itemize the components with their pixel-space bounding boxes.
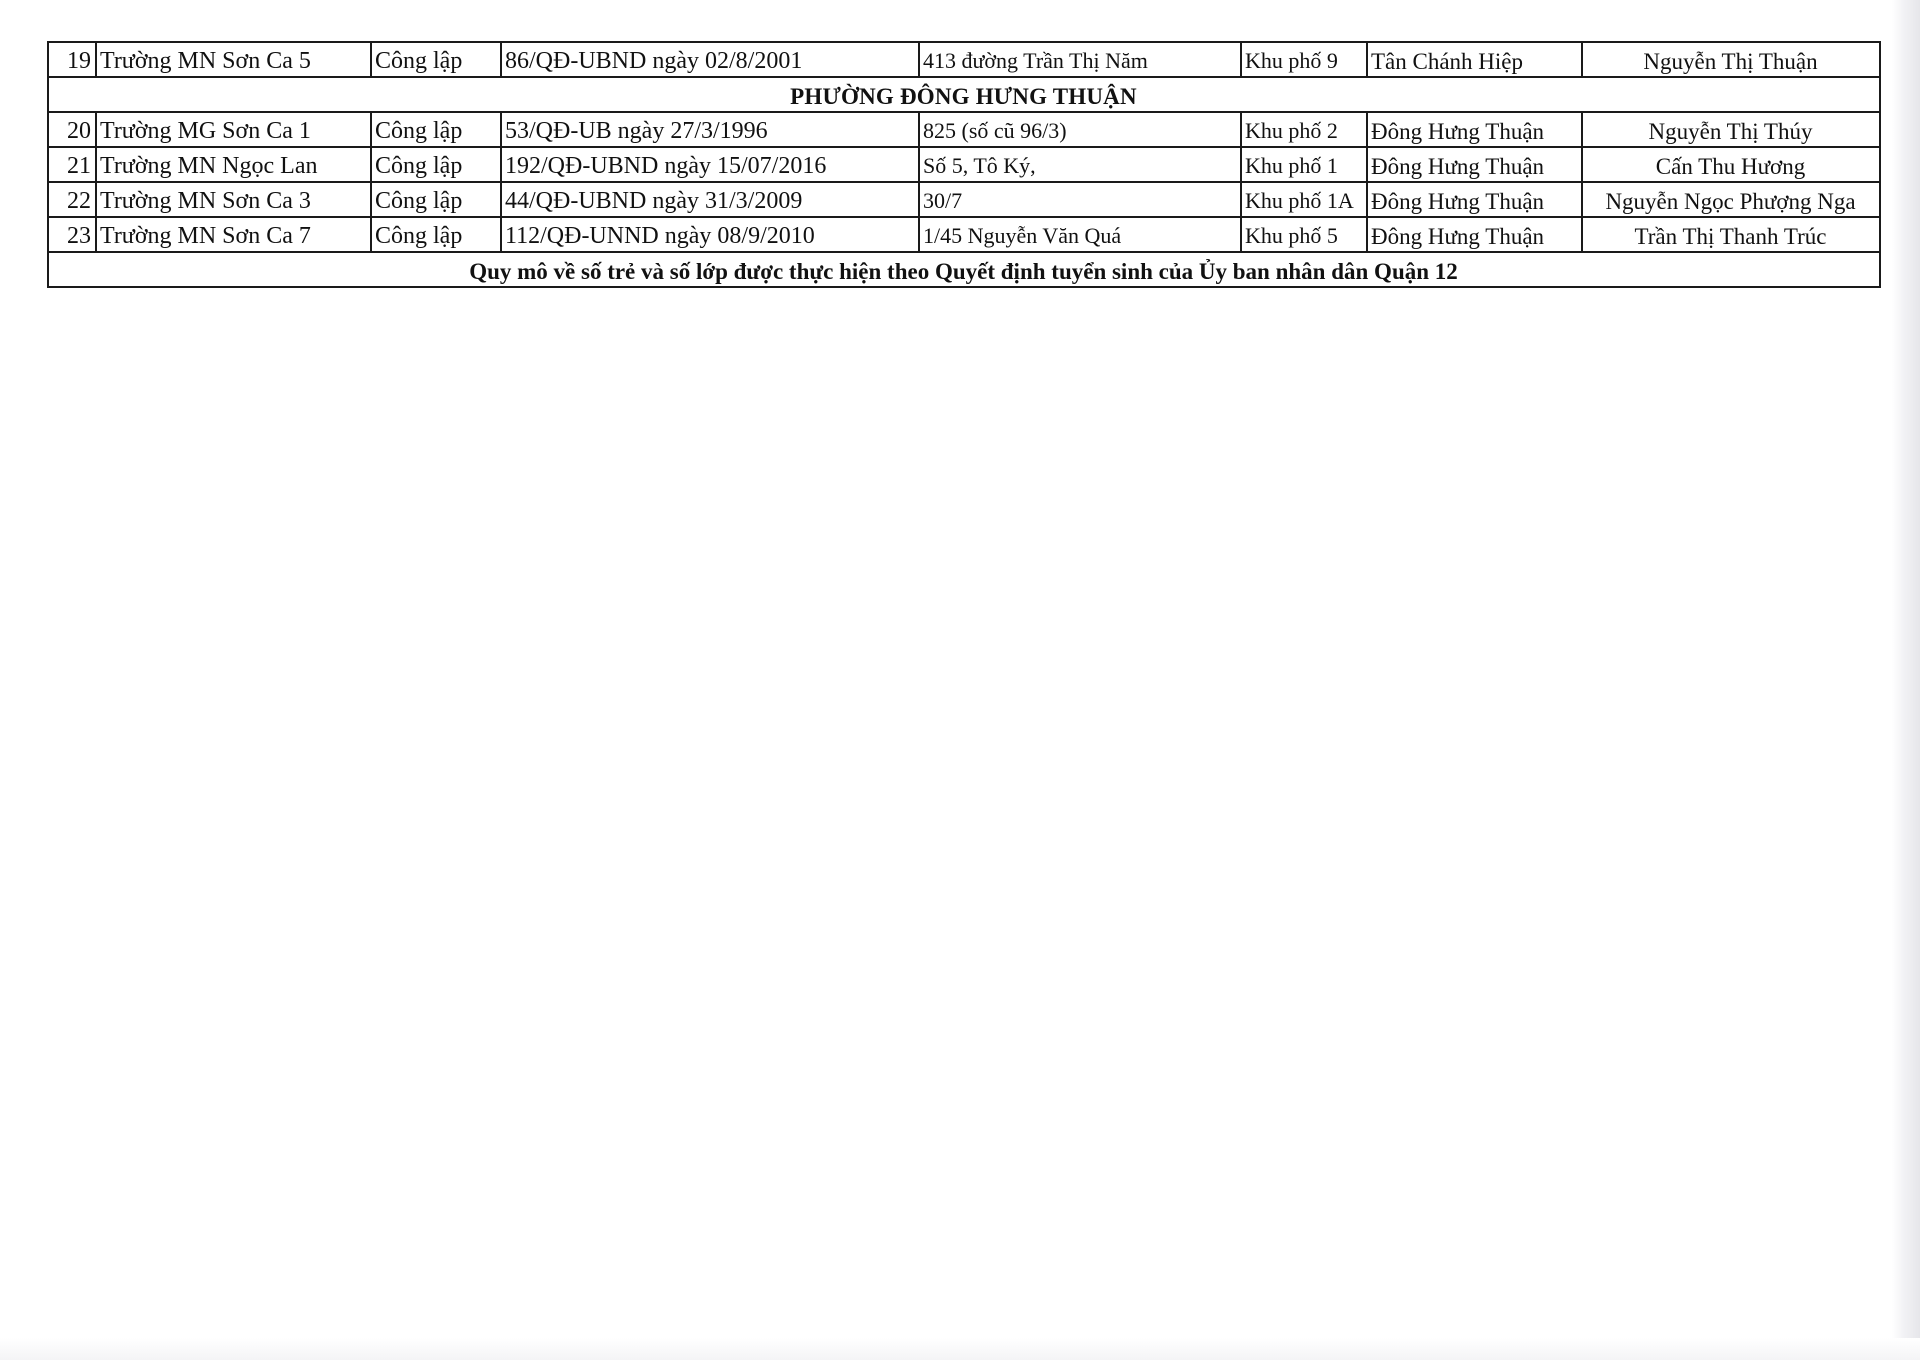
school-address: 30/7 (919, 182, 1241, 217)
school-type: Công lập (371, 217, 501, 252)
principal-name: Cấn Thu Hương (1582, 147, 1880, 182)
school-address: 413 đường Trần Thị Năm (919, 42, 1241, 77)
table-row (48, 147, 1880, 182)
table-row (48, 217, 1880, 252)
establishment-decision: 86/QĐ-UBND ngày 02/8/2001 (501, 42, 919, 77)
ward: Đông Hưng Thuận (1367, 147, 1582, 182)
footer-note: Quy mô về số trẻ và số lớp được thực hiện theo Quyết định tuyển sinh của Ủy ban nhân dân Quận 12 (48, 252, 1880, 287)
school-type: Công lập (371, 147, 501, 182)
principal-name: Trần Thị Thanh Trúc (1582, 217, 1880, 252)
table-row (48, 42, 1880, 77)
quarter: Khu phố 5 (1241, 217, 1367, 252)
row-number: 20 (48, 112, 96, 147)
note-row (48, 252, 1880, 287)
table-row (48, 112, 1880, 147)
quarter: Khu phố 2 (1241, 112, 1367, 147)
table-row (48, 182, 1880, 217)
quarter: Khu phố 9 (1241, 42, 1367, 77)
principal-name: Nguyễn Thị Thúy (1582, 112, 1880, 147)
school-type: Công lập (371, 112, 501, 147)
establishment-decision: 44/QĐ-UBND ngày 31/3/2009 (501, 182, 919, 217)
quarter: Khu phố 1A (1241, 182, 1367, 217)
page-right-edge-shadow (1892, 0, 1920, 1360)
section-title: PHƯỜNG ĐÔNG HƯNG THUẬN (48, 77, 1880, 112)
quarter: Khu phố 1 (1241, 147, 1367, 182)
school-address: 1/45 Nguyễn Văn Quá (919, 217, 1241, 252)
establishment-decision: 112/QĐ-UNND ngày 08/9/2010 (501, 217, 919, 252)
school-type: Công lập (371, 42, 501, 77)
principal-name: Nguyễn Ngọc Phượng Nga (1582, 182, 1880, 217)
school-address: Số 5, Tô Ký, (919, 147, 1241, 182)
school-name: Trường MN Sơn Ca 5 (96, 42, 371, 77)
school-type: Công lập (371, 182, 501, 217)
school-name: Trường MN Sơn Ca 3 (96, 182, 371, 217)
row-number: 23 (48, 217, 96, 252)
row-number: 19 (48, 42, 96, 77)
ward: Tân Chánh Hiệp (1367, 42, 1582, 77)
page-bottom-edge-shadow (0, 1338, 1920, 1360)
row-number: 22 (48, 182, 96, 217)
school-name: Trường MN Sơn Ca 7 (96, 217, 371, 252)
principal-name: Nguyễn Thị Thuận (1582, 42, 1880, 77)
school-name: Trường MG Sơn Ca 1 (96, 112, 371, 147)
ward: Đông Hưng Thuận (1367, 217, 1582, 252)
school-name: Trường MN Ngọc Lan (96, 147, 371, 182)
ward: Đông Hưng Thuận (1367, 182, 1582, 217)
school-address: 825 (số cũ 96/3) (919, 112, 1241, 147)
school-list-table (47, 41, 1881, 288)
row-number: 21 (48, 147, 96, 182)
section-row (48, 77, 1880, 112)
establishment-decision: 192/QĐ-UBND ngày 15/07/2016 (501, 147, 919, 182)
ward: Đông Hưng Thuận (1367, 112, 1582, 147)
establishment-decision: 53/QĐ-UB ngày 27/3/1996 (501, 112, 919, 147)
